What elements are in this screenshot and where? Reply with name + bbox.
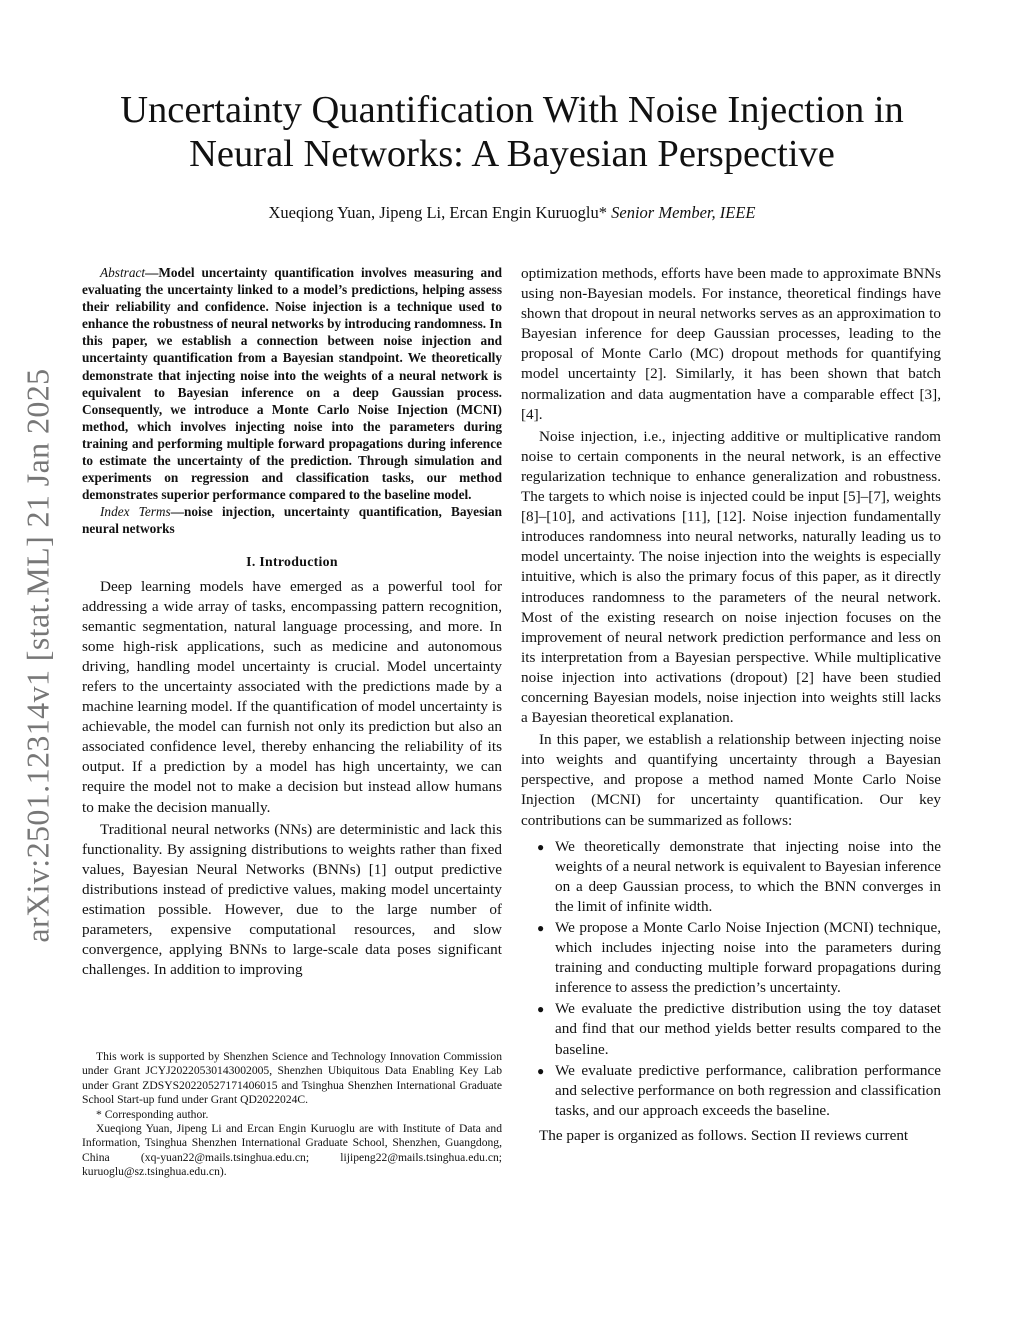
bullet-icon: ● xyxy=(537,1002,545,1017)
paragraph: Noise injection, i.e., injecting additive or multiplicative random noise to certain components in the neural network, is an effective regularization technique to enhance generalization and robustness. The targets to which noise is injected could be input [5]–[7], weights [8]–[10], and activations [11], [12]. Noise injection fundamentally introduces randomness into neural networks, naturally leading us to model uncertainty. The noise injection into the weights is especially intuitive, which is also the primary focus of this paper, as it directly introduces randomness to the parameters of the neural network. Most of the existing research on noise injection focuses on the improvement of neural network prediction performance and less on its interpretation from a Bayesian perspective. While multiplicative noise injection into activations (dropout) [2] have been studied concerning Bayesian models, noise injection into weights still lacks a Bayesian theoretical explanation. xyxy=(521,427,941,727)
contribution-item xyxy=(521,999,941,1059)
section-heading-introduction: I. Introduction xyxy=(246,553,338,569)
contributions-list xyxy=(521,837,941,1121)
paper-title: Uncertainty Quantification With Noise Injection in Neural Networks: A Bayesian Perspective xyxy=(120,89,904,175)
index-terms-text: —noise injection, uncertainty quantification, Bayesian neural networks xyxy=(82,504,502,537)
contribution-item xyxy=(521,837,941,917)
footnote-affiliation: Xueqiong Yuan, Jipeng Li and Ercan Engin Kuruoglu are with Institute of Data and Information, Tsinghua Shenzhen International Graduate School, Shenzhen, Guangdong, China (xq-yuan22@mails.tsinghua.edu.cn; lijipeng22@mails.tsinghua.edu.cn; kuruoglu@sz.tsinghua.edu.cn). xyxy=(82,1122,502,1179)
left-column xyxy=(82,264,502,980)
paragraph: optimization methods, efforts have been made to approximate BNNs using non-Bayesian models. For instance, theoretical findings have shown that dropout in neural networks serves as an approximation to Bayesian inference for deep Gaussian processes, leading to the proposal of Monte Carlo (MC) dropout methods for quantifying model uncertainty [2]. Similarly, it has been shown that batch normalization and data augmentation have a comparable effect [3], [4]. xyxy=(521,265,941,423)
author-names: Xueqiong Yuan, Jipeng Li, Ercan Engin Kuruoglu* xyxy=(268,203,608,222)
bullet-icon: ● xyxy=(537,839,545,854)
author-membership: Senior Member, IEEE xyxy=(611,203,756,222)
contribution-item xyxy=(521,918,941,998)
arxiv-sidebar xyxy=(8,340,68,970)
index-terms xyxy=(82,503,502,537)
abstract-text: —Model uncertainty quantification involves measuring and evaluating the uncertainty linked to a model’s predictions, helping assess their reliability and confidence. Noise injection is a technique used to enhance the robustness of neural networks by introducing randomness. In this paper, we establish a connection between noise injection and uncertainty quantification from a Bayesian standpoint. We theoretically demonstrate that injecting noise into the weights of a neural network is equivalent to Bayesian inference on a deep Gaussian process. Consequently, we introduce a Monte Carlo Noise Injection (MCNI) method, which involves injecting noise into the parameters during training and performing multiple forward propagations during inference to estimate the uncertainty of the prediction. Through simulation and experiments on regression and classification tasks, our method demonstrates superior performance compared to the baseline model. xyxy=(82,265,502,503)
right-column xyxy=(521,264,941,1146)
contribution-text: We evaluate the predictive distribution using the toy dataset and find that our method yields better results compared to the baseline. xyxy=(555,1000,941,1058)
paragraph: In this paper, we establish a relationship between injecting noise into weights and quantifying uncertainty through a Bayesian perspective, and propose a method named Monte Carlo Noise Injection (MCNI) for uncertainty quantification. Our key contributions can be summarized as follows: xyxy=(521,731,941,829)
footnote-corresponding: * Corresponding author. xyxy=(96,1107,209,1121)
contribution-text: We propose a Monte Carlo Noise Injection (MCNI) technique, which includes injecting noise into the parameters during training and conducting multiple forward propagations during inference to assess the prediction’s uncertainty. xyxy=(555,919,941,997)
index-terms-label: Index Terms xyxy=(100,504,171,520)
arxiv-identifier: arXiv:2501.12314v1 [stat.ML] 21 Jan 2025 xyxy=(19,367,56,943)
footnote-funding: This work is supported by Shenzhen Science and Technology Innovation Commission under Grant JCYJ20220530143002005, Shenzhen Ubiquitous Data Enabling Key Lab under Grant ZDSYS20220527171406015 and Tsinghua Shenzhen International Graduate School Start-up fund under Grant QD2022024C. xyxy=(82,1050,502,1107)
paragraph: The paper is organized as follows. Section II reviews current xyxy=(539,1126,909,1144)
abstract-label: Abstract xyxy=(100,265,146,280)
paragraph: Traditional neural networks (NNs) are deterministic and lack this functionality. By assigning distributions to weights rather than fixed values, Bayesian Neural Networks (BNNs) [1] output predictive distributions instead of predictive values, making model uncertainty estimation possible. However, due to the large number of parameters, expensive computational resources, and slow convergence, applying BNNs to large-scale data poses significant challenges. In addition to improving xyxy=(82,820,502,979)
contribution-text: We theoretically demonstrate that injecting noise into the weights of a neural network is equivalent to Bayesian inference on a deep Gaussian process, to which the BNN converges in the limit of infinite width. xyxy=(555,837,941,915)
contribution-item xyxy=(521,1061,941,1121)
author-line xyxy=(70,203,954,223)
bullet-icon: ● xyxy=(537,1063,545,1078)
footnotes xyxy=(82,1050,502,1180)
paragraph: Deep learning models have emerged as a powerful tool for addressing a wide array of tasks, encompassing pattern recognition, semantic segmentation, natural language processing, and more. In some high-risk applications, such as medicine and autonomous driving, handling model uncertainty is crucial. Model uncertainty refers to the uncertainty associated with the predictions made by a machine learning model. If the quantification of model uncertainty is achievable, the model can furnish not only its prediction but also an associated confidence level, thereby enhancing the reliability of its output. If a prediction by a model has high uncertainty, we can require the model not to make a decision but instead allow humans to make the decision manually. xyxy=(82,577,502,816)
contribution-text: We evaluate predictive performance, calibration performance and selective performance on both regression and classification tasks, and our approach exceeds the baseline. xyxy=(555,1061,941,1119)
bullet-icon: ● xyxy=(537,921,545,935)
abstract xyxy=(82,264,502,503)
